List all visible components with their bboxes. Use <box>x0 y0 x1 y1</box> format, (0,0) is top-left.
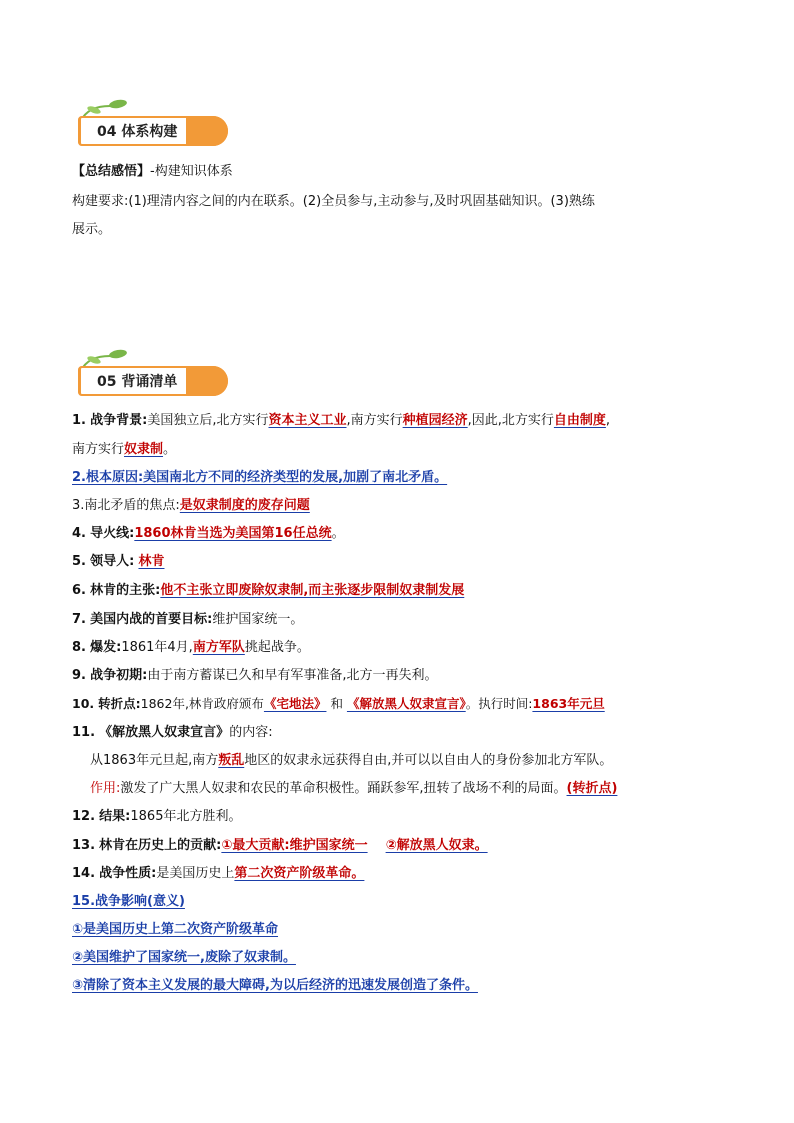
answer-text: (转折点) <box>566 781 618 796</box>
list-item-12 <box>72 807 241 827</box>
item-text: 挑起战争。 <box>244 640 310 655</box>
list-item-1 <box>72 411 610 431</box>
list-item-11 <box>72 723 273 743</box>
item-text: 由于南方蓄谋已久和早有军事准备,北方一再失利。 <box>147 668 438 683</box>
item-text: 2.根本原因:美国南北方不同的经济类型的发展,加剧了南北矛盾。 <box>72 470 448 485</box>
list-item-13 <box>72 836 488 856</box>
item-number: 5. <box>72 554 86 569</box>
answer-text: 南方军队 <box>192 640 245 655</box>
section-pill <box>78 116 228 146</box>
answer-text: ②解放黑人奴隶。 <box>385 838 488 853</box>
item-label: 领导人: <box>90 554 135 569</box>
list-item-2 <box>72 468 447 488</box>
requirement-line-1: 构建要求:(1)理清内容之间的内在联系。(2)全员参与,主动参与,及时巩固基础知识。(3)熟练 <box>72 194 595 209</box>
answer-text: 叛乱 <box>218 753 245 768</box>
answer-text: 1860林肯当选为美国第16任总统 <box>134 526 332 541</box>
item-label: 战争性质: <box>99 866 157 881</box>
item-text: 1861年4月, <box>121 640 193 655</box>
answer-text: 他不主张立即废除奴隶制,而主张逐步限制奴隶制发展 <box>160 583 465 598</box>
item-label: 林肯在历史上的贡献: <box>99 838 222 853</box>
list-item-15-title <box>72 892 185 912</box>
item-number: 10. <box>72 696 95 711</box>
answer-text: 是奴隶制度的废存问题 <box>179 498 310 513</box>
item-label: 美国内战的首要目标: <box>90 612 213 627</box>
item-text: ,因此,北方实行 <box>467 413 554 428</box>
item-label: 爆发: <box>90 640 122 655</box>
section-header-05 <box>72 348 242 404</box>
requirement-line-2: 展示。 <box>72 222 112 237</box>
answer-text: 种植园经济 <box>402 413 468 428</box>
effect-label: 作用: <box>90 781 121 796</box>
item-number: 7. <box>72 612 86 627</box>
list-item-15-line-2 <box>72 948 296 968</box>
item-text: 。 <box>331 526 345 541</box>
item-text: 南方实行 <box>72 442 125 457</box>
item-text: 维护国家统一。 <box>212 612 304 627</box>
list-item-14 <box>72 864 364 884</box>
list-item-6 <box>72 581 464 601</box>
answer-text: 奴隶制 <box>124 442 164 457</box>
section-title: 05 背诵清单 <box>97 374 178 390</box>
list-item-1-cont <box>72 440 176 460</box>
list-item-9 <box>72 666 437 686</box>
item-label: 《解放黑人奴隶宣言》 <box>99 725 230 740</box>
item-text: 的内容: <box>229 725 273 740</box>
item-text: ,南方实行 <box>346 413 403 428</box>
item-number: 8. <box>72 640 86 655</box>
item-text: 美国独立后,北方实行 <box>147 413 269 428</box>
item-text: 15.战争影响(意义) <box>72 894 185 909</box>
list-item-4 <box>72 524 345 544</box>
item-number: 9. <box>72 668 86 683</box>
item-number: 13. <box>72 838 96 853</box>
item-number: 4. <box>72 526 86 541</box>
list-item-11-effect <box>90 779 617 799</box>
item-label: 转折点: <box>98 696 141 711</box>
item-text: , <box>605 413 611 428</box>
answer-text: 《宅地法》 <box>263 696 327 711</box>
item-text: 1862年,林肯政府颁布 <box>140 696 264 711</box>
answer-text: 资本主义工业 <box>268 413 347 428</box>
item-text: ①是美国历史上第二次资产阶级革命 <box>72 922 279 937</box>
item-text: 3.南北矛盾的焦点: <box>72 498 180 513</box>
answer-text: 自由制度 <box>553 413 606 428</box>
list-item-7 <box>72 610 303 630</box>
item-text: 。执行时间: <box>465 696 533 711</box>
summary-line <box>72 162 233 182</box>
section-header-04 <box>72 98 242 154</box>
item-label: 结果: <box>99 809 131 824</box>
item-text: 是美国历史上 <box>156 866 235 881</box>
item-label: 战争背景: <box>90 413 148 428</box>
item-text: 1865年北方胜利。 <box>130 809 242 824</box>
item-text: 和 <box>330 696 343 711</box>
item-text: 激发了广大黑人奴隶和农民的革命积极性。踊跃参军,扭转了战场不利的局面。 <box>120 781 567 796</box>
item-label: 林肯的主张: <box>90 583 161 598</box>
summary-text: -构建知识体系 <box>150 164 233 179</box>
item-text: ③清除了资本主义发展的最大障碍,为以后经济的迅速发展创造了条件。 <box>72 978 478 993</box>
summary-label: 【总结感悟】 <box>72 164 151 179</box>
list-item-8 <box>72 638 310 658</box>
item-text: 。 <box>163 442 177 457</box>
answer-text: 林肯 <box>138 554 165 569</box>
answer-text: ①最大贡献:维护国家统一 <box>221 838 368 853</box>
item-text: 地区的奴隶永远获得自由,并可以以自由人的身份参加北方军队。 <box>244 753 613 768</box>
list-item-15-line-3 <box>72 976 478 996</box>
answer-text: 《解放黑人奴隶宣言》 <box>346 696 466 711</box>
item-label: 战争初期: <box>90 668 148 683</box>
item-text: ②美国维护了国家统一,废除了奴隶制。 <box>72 950 296 965</box>
list-item-10 <box>72 694 605 714</box>
item-label: 导火线: <box>90 526 135 541</box>
item-number: 12. <box>72 809 96 824</box>
list-item-5 <box>72 552 164 572</box>
item-number: 1. <box>72 413 86 428</box>
list-item-11-content <box>90 751 612 771</box>
item-number: 6. <box>72 583 86 598</box>
section-pill <box>78 366 228 396</box>
section-title: 04 体系构建 <box>97 124 178 140</box>
item-text: 从1863年元旦起,南方 <box>90 753 219 768</box>
item-number: 14. <box>72 866 96 881</box>
answer-text: 第二次资产阶级革命。 <box>234 866 365 881</box>
list-item-3 <box>72 496 310 516</box>
list-item-15-line-1 <box>72 920 278 940</box>
item-number: 11. <box>72 725 96 740</box>
answer-text: 1863年元旦 <box>532 696 605 711</box>
